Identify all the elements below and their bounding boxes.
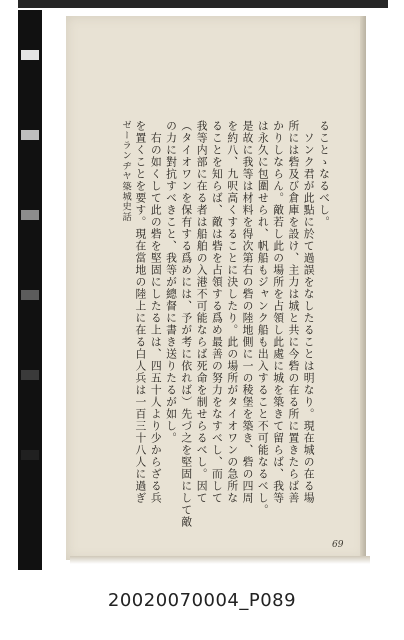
text-line: ることを知らば、敵は砦を占領する爲め最善の努力をなすべし、而して (210, 120, 224, 504)
text-line: は永久に包圍せられ、帆船もジャンク船も出入すること不可能なるべし。 (256, 120, 270, 516)
scale-swatch (21, 130, 39, 140)
text-line: を約八、九呎高くすることに決したり。此の場所がタイオワンの急所な (226, 120, 240, 504)
text-line: かりしならん。敵若し此の場所を占領し此處に城を築きて留らば、我等 (272, 120, 286, 504)
image-caption: 20020070004_P089 (107, 590, 297, 611)
text-line: 所には砦及び倉庫を設け、主力は城と共に今砦の在る所に置きたらば善 (287, 120, 301, 504)
color-scale-bar (18, 10, 42, 570)
text-line: を置くことを要す。現在當地の陸上に在る白人兵は一百三十八人に過ぎ (134, 120, 148, 504)
text-line: ることゝなるべし。 (318, 120, 331, 228)
scale-swatch (21, 50, 39, 60)
page-number: 69 (332, 540, 344, 550)
text-line: 右の如くして此の砦を堅固にしたる上は、四五十人より少からざる兵 (149, 120, 163, 504)
text-line: 我等内部に在る者は船舶の入港不可能ならば死命を制せらるべし。因て (195, 120, 209, 504)
running-head: ゼーランヂヤ築城史話 (120, 120, 132, 222)
scale-swatch (21, 450, 39, 460)
page-edge (360, 16, 366, 560)
scale-swatch (21, 210, 39, 220)
text-line: （タイオワンを保有する爲めには、予が考に依れば）先づ之を堅固にして敵 (180, 120, 194, 528)
scale-swatch (21, 370, 39, 380)
text-line: の力に對抗すべきこと、我等が總督に書き送りたるが如し。 (165, 120, 179, 444)
page-shadow (70, 556, 370, 564)
text-line: 是故に我等は材料を得次第右の砦の陸地側に一の稜堡を築き、砦の四周 (241, 120, 255, 504)
scale-swatch (21, 290, 39, 300)
top-shadow (18, 0, 388, 8)
text-line: ソンク君が此點に於て過誤をなしたることは明なり。現在城の在る場 (302, 120, 316, 504)
body-text (92, 120, 332, 530)
